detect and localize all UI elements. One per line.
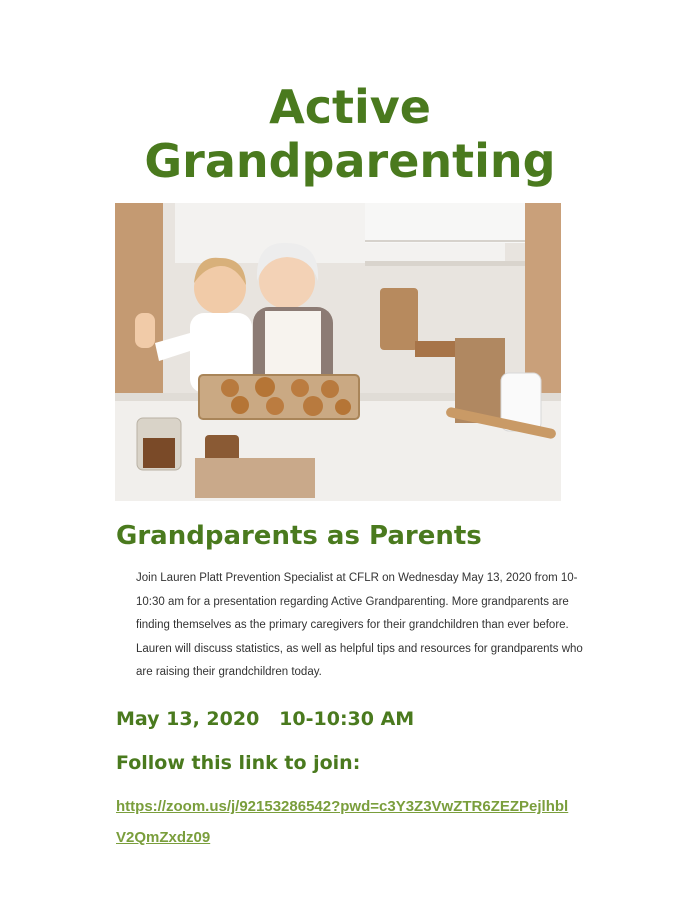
description-line: finding themselves as the primary caregivers for their grandchildren than ever before. <box>136 619 569 631</box>
description-line: 10:30 am for a presentation regarding Active Grandparenting. More grandparents are <box>136 595 569 608</box>
event-time: 10-10:30 AM <box>279 708 415 730</box>
grandmother-granddaughter-cookies-photo <box>115 203 561 501</box>
section-heading: Grandparents as Parents <box>116 521 482 551</box>
title-line-2: Grandparenting <box>144 134 556 188</box>
description-line: Lauren will discuss statistics, as well as helpful tips and resources for grandparents who <box>136 642 583 655</box>
event-date: May 13, 2020 <box>116 708 260 730</box>
description-line: Join Lauren Platt Prevention Specialist at CFLR on Wednesday May 13, 2020 from 10- <box>136 572 578 584</box>
description-line: are raising their grandchildren today. <box>136 666 322 678</box>
title-line-1: Active <box>269 80 431 134</box>
zoom-link-line-1[interactable]: https://zoom.us/j/92153286542?pwd=c3Y3Z3VwZTR6ZEZPejlhbl <box>116 798 569 815</box>
flyer-title <box>0 80 700 188</box>
zoom-link[interactable] <box>116 791 568 853</box>
join-label: Follow this link to join: <box>116 752 361 774</box>
zoom-link-line-2[interactable]: V2QmZxdz09 <box>116 829 211 846</box>
event-description <box>136 567 586 685</box>
event-date-time <box>116 708 414 730</box>
